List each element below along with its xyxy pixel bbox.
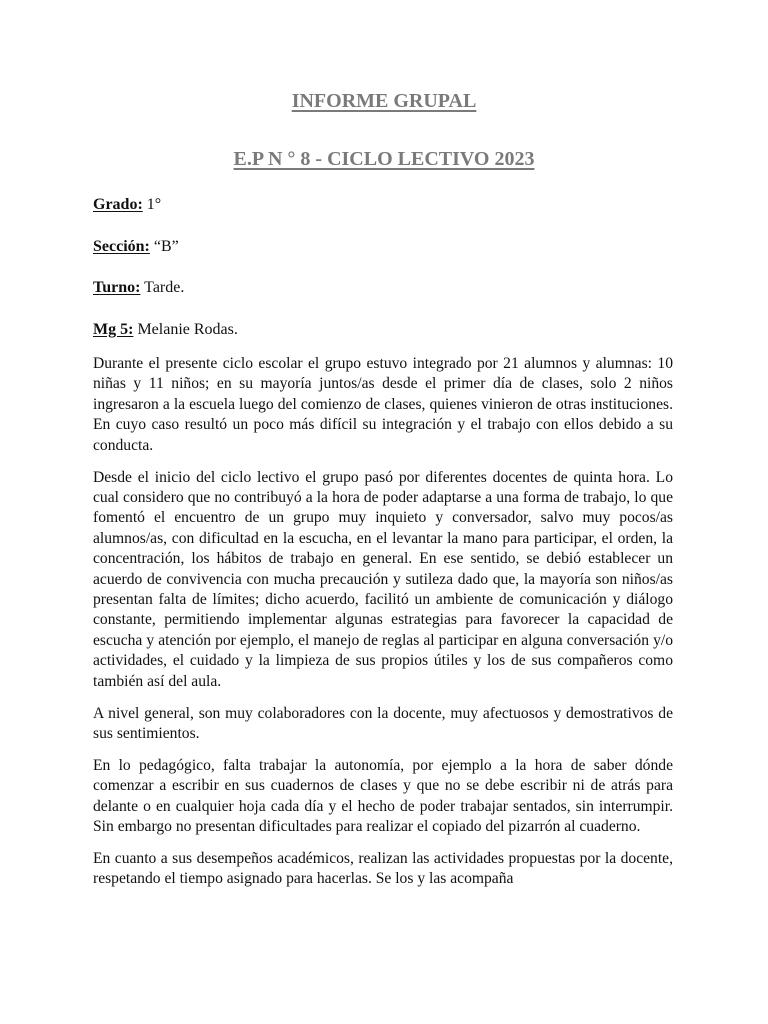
report-body [93,354,673,910]
field-label: Mg 5: [93,321,134,338]
field-label: Turno: [93,279,141,296]
field-label: Sección: [93,238,150,255]
paragraph: A nivel general, son muy colaboradores con la docente, muy afectuosos y demostrativos de sus sentimientos. [93,704,673,742]
paragraph: En lo pedagógico, falta trabajar la autonomía, por ejemplo a la hora de saber dónde comenzar a escribir en sus cuadernos de clases y que no se debe escribir ni de atrás para delante o en cualquier hoja cada día y el hecho de poder trabajar sentados, sin interrumpir. Sin embargo no presentan dificultades para realizar el copiado del pizarrón al cuaderno. [93,756,673,836]
field-value: Tarde. [144,279,185,296]
paragraph: Durante el presente ciclo escolar el grupo estuvo integrado por 21 alumnos y alumnas: 10 niñas y 11 niños; en su mayoría juntos/as desde el primer día de clases, solo 2 niños ingresaron a la escuela luego del comienzo de clases, quienes vinieron de otras instituciones. En cuyo caso resultó un poco más difícil su integración y el trabajo con ellos debido a su conducta. [93,355,673,454]
document-subtitle: E.P N ° 8 - CICLO LECTIVO 2023 [233,148,535,170]
field-value: “B” [153,238,179,255]
field-seccion [93,238,179,256]
field-grado [93,196,161,214]
paragraph: Desde el inicio del ciclo lectivo el grupo pasó por diferentes docentes de quinta hora. Lo cual considero que no contribuyó a la hora de poder adaptarse a una forma de trabajo, lo que fomentó el encuentro de un grupo muy inquieto y conversador, salvo muy pocos/as alumnos/as, con dificultad en la escucha, en el levantar la mano para participar, el orden, la concentración, los hábitos de trabajo en general. En ese sentido, se debió establecer un acuerdo de convivencia con mucha precaución y sutileza dado que, la mayoría son niños/as presentan falta de límites; dicho acuerdo, facilitó un ambiente de comunicación y diálogo constante, permitiendo implementar algunas estrategias para favorecer la capacidad de escucha y atención por ejemplo, el manejo de reglas al participar en alguna conversación y/o actividades, el cuidado y la limpieza de sus propios útiles y los de sus compañeros como también así del aula. [93,468,673,690]
document-title: INFORME GRUPAL [291,90,477,112]
field-value: Melanie Rodas. [137,321,238,338]
field-docente [93,321,238,339]
field-label: Grado: [93,196,143,213]
paragraph: En cuanto a sus desempeños académicos, realizan las actividades propuestas por la docente, respetando el tiempo asignado para hacerlas. Se los y las acompaña [93,849,673,888]
field-turno [93,279,184,297]
field-value: 1° [146,196,162,213]
